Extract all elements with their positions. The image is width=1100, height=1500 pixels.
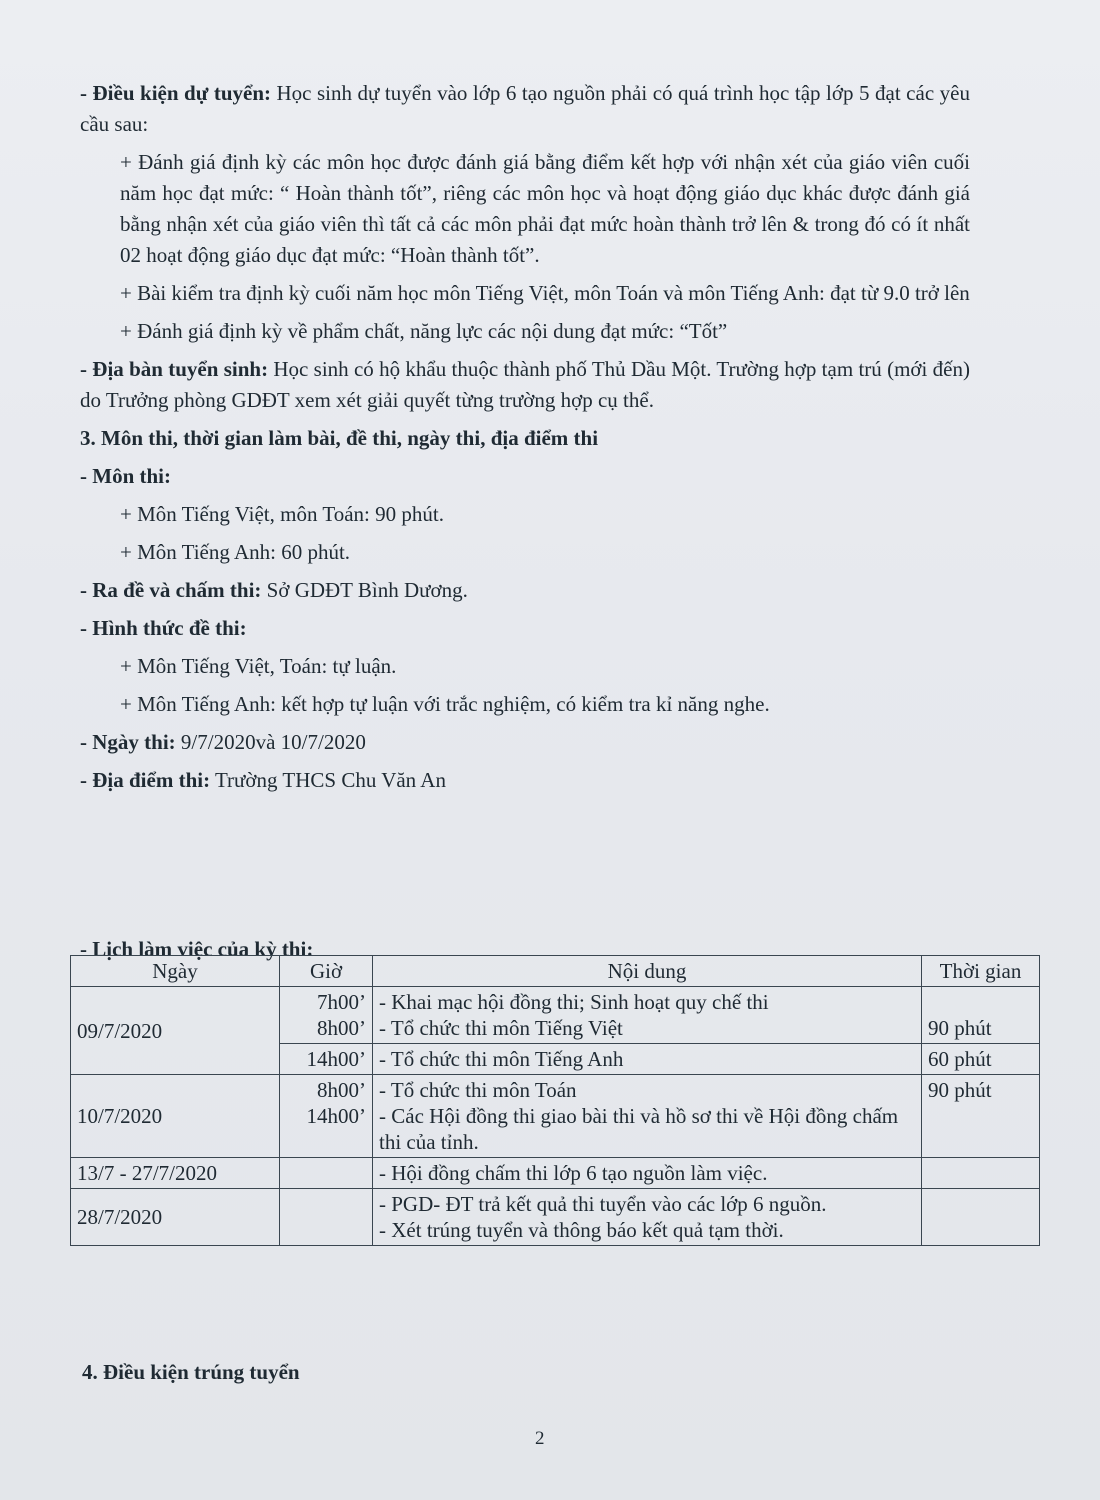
exam-format-item-2: + Môn Tiếng Anh: kết hợp tự luận với trắc nghiệm, có kiểm tra kỉ năng nghe. (120, 692, 770, 716)
row3-content-2: - Các Hội đồng thi giao bài thi và hồ sơ thi về Hội đồng chấm thi của tỉnh. (379, 1104, 899, 1154)
eligibility-paragraph (80, 78, 970, 140)
row5-content-2: - Xét trúng tuyển và thông báo kết quả tạm thời. (379, 1218, 784, 1242)
exam-setter-paragraph (80, 575, 970, 606)
row4-time-empty (280, 1158, 373, 1189)
page-number: 2 (535, 1428, 545, 1449)
document-body (80, 78, 970, 796)
row1-date: 09/7/2020 (71, 987, 280, 1075)
header-duration: Thời gian (922, 956, 1040, 987)
subject-item-1: + Môn Tiếng Việt, môn Toán: 90 phút. (120, 502, 444, 526)
table-header-row (71, 956, 1040, 987)
criteria-1: + Đánh giá định kỳ các môn học được đánh giá bằng điểm kết hợp với nhận xét của giáo viên cuối năm học đạt mức: “ Hoàn thành tốt”, riêng các môn học và hoạt động giáo dục khác được đánh giá bằng nhận xét của giáo viên thì tất cả các môn phải đạt mức hoàn thành trở lên & trong đó có ít nhất 02 hoạt động giáo dục đạt mức: “Hoàn thành tốt”. (120, 150, 970, 267)
exam-location-text: Trường THCS Chu Văn An (210, 768, 446, 792)
row5-duration-empty (922, 1189, 1040, 1246)
criteria-3: + Đánh giá định kỳ về phẩm chất, năng lực các nội dung đạt mức: “Tốt” (120, 319, 728, 343)
exam-location-label: - Địa điểm thi: (80, 768, 211, 792)
section-4-heading: 4. Điều kiện trúng tuyển (82, 1360, 300, 1384)
row3-content (373, 1075, 922, 1158)
row5-content-1: - PGD- ĐT trả kết quả thi tuyển vào các lớp 6 nguồn. (379, 1192, 827, 1216)
header-content: Nội dung (373, 956, 922, 987)
exam-date-label: - Ngày thi: (80, 730, 176, 754)
row3-time-1: 8h00’ (317, 1078, 366, 1102)
header-day: Ngày (71, 956, 280, 987)
row1-content (373, 987, 922, 1044)
row5-date: 28/7/2020 (71, 1189, 280, 1246)
table-row (71, 1075, 1040, 1158)
row1-content-2: - Tổ chức thi môn Tiếng Việt (379, 1016, 623, 1040)
row3-time-2: 14h00’ (306, 1104, 366, 1128)
row5-content (373, 1189, 922, 1246)
row4-duration-empty (922, 1158, 1040, 1189)
row2-time: 14h00’ (280, 1044, 373, 1075)
eligibility-text: Học sinh dự tuyển vào lớp 6 tạo nguồn phải có quá trình học tập lớp 5 đạt các yêu cầu sau: (80, 81, 970, 136)
row4-content: - Hội đồng chấm thi lớp 6 tạo nguồn làm việc. (373, 1158, 922, 1189)
row5-time-empty (280, 1189, 373, 1246)
row1-times (280, 987, 373, 1044)
exam-location-paragraph (80, 765, 970, 796)
row3-content-1: - Tổ chức thi môn Toán (379, 1078, 577, 1102)
subjects-label: - Môn thi: (80, 464, 171, 488)
row2-content: - Tổ chức thi môn Tiếng Anh (373, 1044, 922, 1075)
section-3-heading: 3. Môn thi, thời gian làm bài, đề thi, ngày thi, địa điểm thi (80, 426, 599, 450)
eligibility-label: - Điều kiện dự tuyển: (80, 81, 271, 105)
row3-times (280, 1075, 373, 1158)
table-row (71, 1158, 1040, 1189)
row1-time-1: 7h00’ (317, 990, 366, 1014)
exam-setter-text: Sở GDĐT Bình Dương. (261, 578, 468, 602)
exam-format-item-1: + Môn Tiếng Việt, Toán: tự luận. (120, 654, 397, 678)
row1-time-2: 8h00’ (317, 1016, 366, 1040)
row3-duration: 90 phút (922, 1075, 1040, 1158)
table-row (71, 1189, 1040, 1246)
table-row (71, 987, 1040, 1044)
row2-duration: 60 phút (922, 1044, 1040, 1075)
row3-date: 10/7/2020 (71, 1075, 280, 1158)
exam-date-text: 9/7/2020và 10/7/2020 (175, 730, 366, 754)
schedule-caption: - Lịch làm việc của kỳ thi: (80, 937, 314, 961)
area-paragraph (80, 354, 970, 416)
area-label: - Địa bàn tuyển sinh: (80, 357, 269, 381)
row1-content-1: - Khai mạc hội đồng thi; Sinh hoạt quy chế thi (379, 990, 769, 1014)
row4-date: 13/7 - 27/7/2020 (71, 1158, 280, 1189)
exam-format-label: - Hình thức đề thi: (80, 616, 247, 640)
schedule-table (70, 955, 1040, 1246)
exam-date-paragraph (80, 727, 970, 758)
subject-item-2: + Môn Tiếng Anh: 60 phút. (120, 540, 351, 564)
exam-setter-label: - Ra đề và chấm thi: (80, 578, 262, 602)
row1-duration: 90 phút (922, 987, 1040, 1044)
area-text: Học sinh có hộ khẩu thuộc thành phố Thủ Dầu Một. Trường hợp tạm trú (mới đến) do Trưởng phòng GDĐT xem xét giải quyết từng trường hợp cụ thể. (80, 357, 970, 412)
header-time: Giờ (280, 956, 373, 987)
criteria-2: + Bài kiểm tra định kỳ cuối năm học môn Tiếng Việt, môn Toán và môn Tiếng Anh: đạt từ 9.0 trở lên (120, 281, 970, 305)
